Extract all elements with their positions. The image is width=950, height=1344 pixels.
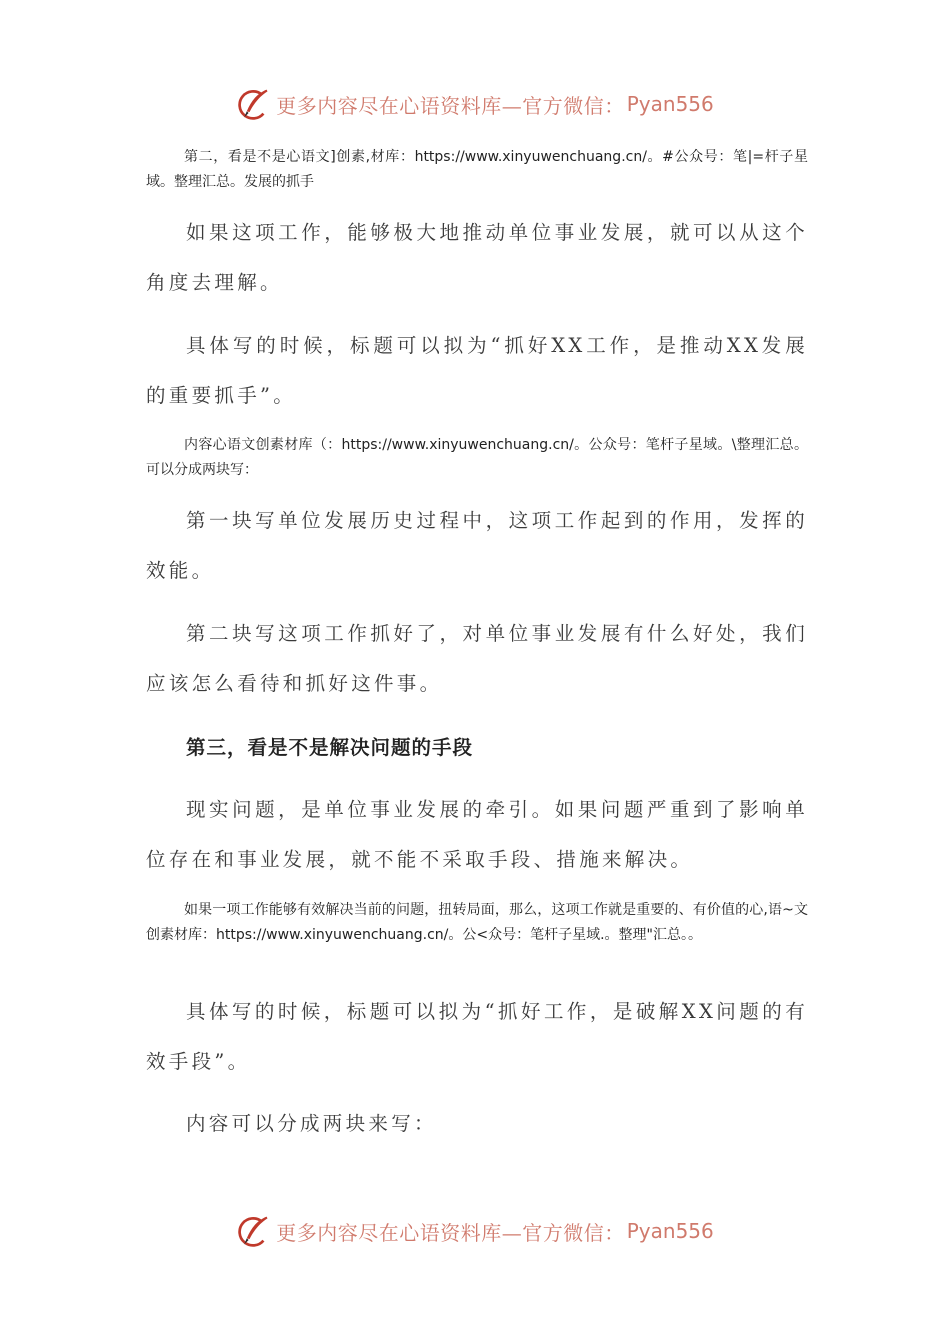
banner-wechat-id: Pyan556 bbox=[626, 92, 714, 116]
feather-pen-logo-icon bbox=[236, 1213, 272, 1249]
paragraph-small-1: 第二，看是不是心语文]创素,材库：https://www.xinyuwenchuang.cn/。#公众号：笔|=杆子星域。整理汇总。发展的抓手 bbox=[146, 149, 808, 190]
paragraph-small-3: 如果一项工作能够有效解决当前的问题，扭转局面，那么，这项工作就是重要的、有价值的心,语~文创素材库：https://www.xinyuwenchuang.cn/。公<众号：笔杆子星域.。整理"汇总。。 bbox=[146, 902, 808, 943]
footer-watermark-banner bbox=[0, 1211, 950, 1251]
paragraph-body-5: 现实问题，是单位事业发展的牵引。如果问题严重到了影响单位存在和事业发展，就不能不采取手段、措施来解决。 bbox=[146, 798, 808, 871]
section-heading-3: 第三，看是不是解决问题的手段 bbox=[186, 736, 474, 759]
paragraph-body-1: 如果这项工作，能够极大地推动单位事业发展，就可以从这个角度去理解。 bbox=[146, 221, 808, 294]
feather-pen-logo-icon bbox=[236, 86, 272, 122]
paragraph-body-7: 内容可以分成两块来写： bbox=[186, 1112, 437, 1135]
paragraph-small-2: 内容心语文创素材库（：https://www.xinyuwenchuang.cn/。公众号：笔杆子星域。\整理汇总。可以分成两块写： bbox=[146, 437, 808, 478]
paragraph-body-3: 第一块写单位发展历史过程中，这项工作起到的作用，发挥的效能。 bbox=[146, 509, 808, 582]
banner-text: 更多内容尽在心语资料库—官方微信： bbox=[276, 1220, 625, 1245]
paragraph-body-4: 第二块写这项工作抓好了，对单位事业发展有什么好处，我们应该怎么看待和抓好这件事。 bbox=[146, 622, 808, 695]
banner-wechat-id: Pyan556 bbox=[626, 1219, 714, 1243]
banner-text: 更多内容尽在心语资料库—官方微信： bbox=[276, 93, 625, 118]
paragraph-body-2: 具体写的时候，标题可以拟为“抓好XX工作，是推动XX发展的重要抓手”。 bbox=[146, 334, 808, 407]
paragraph-body-6: 具体写的时候，标题可以拟为“抓好工作，是破解XX问题的有效手段”。 bbox=[146, 1000, 808, 1073]
header-watermark-banner bbox=[0, 84, 950, 124]
